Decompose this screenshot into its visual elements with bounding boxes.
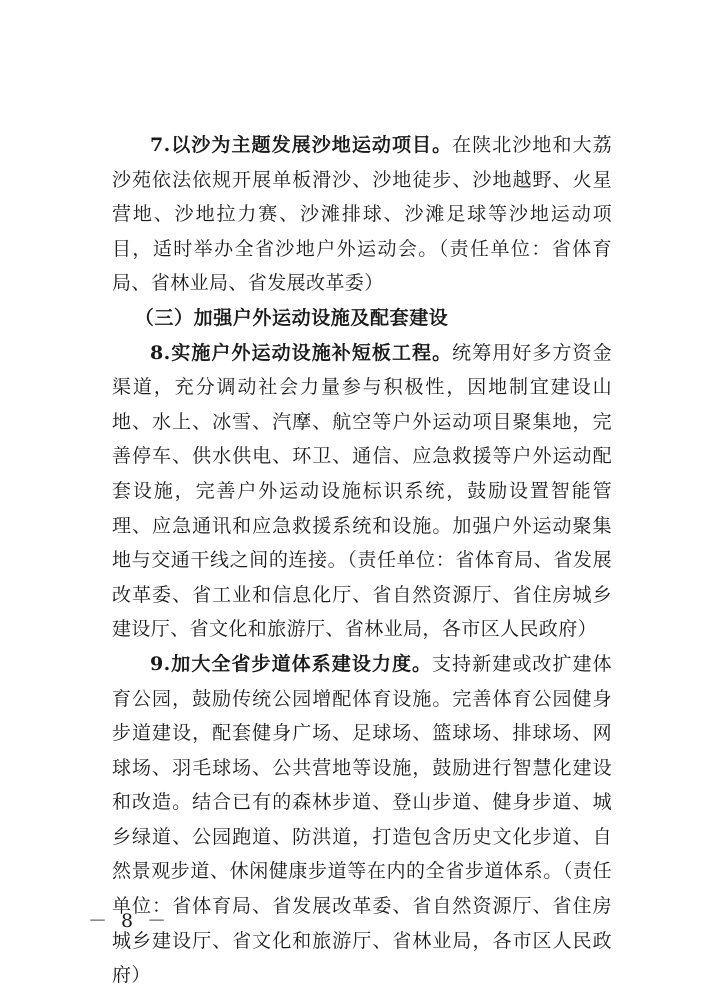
- page-number: － 8 －: [88, 910, 171, 932]
- item-9-paragraph: [112, 647, 612, 993]
- item-8-text: 统筹用好多方资金渠道，充分调动社会力量参与积极性，因地制宜建设山地、水上、冰雪、汽摩、航空等户外运动项目聚集地，完善停车、供水供电、环卫、通信、应急救援等户外运动配套设施，完善户外运动设施标识系统，鼓励设置智能管理、应急通讯和应急救援系统和设施。加强户外运动聚集地与交通干线之间的连接。（责任单位：省体育局、省发展改革委、省工业和信息化厅、省自然资源厅、省住房城乡建设厅、省文化和旅游厅、省林业局，各市区人民政府）: [112, 341, 612, 641]
- item-7-text: 在陕北沙地和大荔沙苑依法依规开展单板滑沙、沙地徒步、沙地越野、火星营地、沙地拉力赛、沙滩排球、沙滩足球等沙地运动项目，适时举办全省沙地户外运动会。（责任单位：省体育局、省林业局、省发展改革委）: [112, 134, 612, 295]
- item-8-paragraph: [112, 336, 612, 647]
- item-9-text: 支持新建或改扩建体育公园，鼓励传统公园增配体育设施。完善体育公园健身步道建设，配套健身广场、足球场、篮球场、排球场、网球场、羽毛球场、公共营地等设施，鼓励进行智慧化建设和改造。结合已有的森林步道、登山步道、健身步道、城乡绿道、公园跑道、防洪道，打造包含历史文化步道、自然景观步道、休闲健康步道等在内的全省步道体系。（责任单位：省体育局、省发展改革委、省自然资源厅、省住房城乡建设厅、省文化和旅游厅、省林业局，各市区人民政府）: [112, 652, 612, 987]
- item-7-heading: 7.以沙为主题发展沙地运动项目。: [150, 134, 453, 156]
- section-heading: （三）加强户外运动设施及配套建设: [134, 306, 449, 329]
- item-9-heading: 9.加大全省步道体系建设力度。: [150, 652, 433, 675]
- document-body: [112, 128, 612, 993]
- item-8-heading: 8.实施户外运动设施补短板工程。: [150, 341, 453, 364]
- item-7-paragraph: [112, 128, 612, 301]
